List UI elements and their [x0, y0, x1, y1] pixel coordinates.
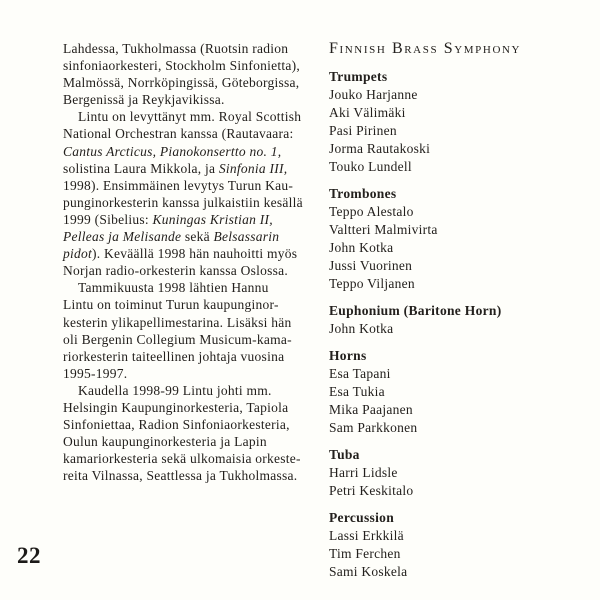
member-name: Jussi Vuorinen — [329, 258, 413, 273]
member-name: Esa Tukia — [329, 384, 385, 399]
member-name: Harri Lidsle — [329, 465, 398, 480]
member-name: Lassi Erkkilä — [329, 528, 404, 543]
bio-text: Bergenissä ja Reykjavikissa. — [63, 92, 225, 108]
roster-section — [329, 185, 579, 293]
bio-text-italic: Cantus Arcticus, Pianokonsertto no. 1, — [63, 143, 282, 159]
bio-text: Oulun kaupunginorkesteria ja Lapin — [63, 434, 267, 450]
bio-text: National Orchestran kanssa (Rautavaara: — [63, 126, 294, 142]
bio-text: punginorkesterin kanssa julkaistiin kesällä — [63, 194, 303, 210]
bio-line — [63, 262, 325, 279]
member-name: Petri Keskitalo — [329, 483, 414, 498]
bio-text: riorkesterin taiteellinen johtaja vuosina — [63, 348, 285, 364]
bio-text: solistina Laura Mikkola, ja — [63, 160, 219, 176]
bio-text-italic: pidot — [63, 246, 93, 262]
member-name: Esa Tapani — [329, 366, 391, 381]
bio-text-italic: Sinfonia III, — [218, 160, 288, 176]
bio-text: Lintu on toiminut Turun kaupunginor- — [63, 297, 279, 313]
member-name: Teppo Alestalo — [329, 204, 414, 219]
bio-line — [63, 228, 325, 245]
bio-text: 1995-1997. — [63, 365, 128, 381]
member-name: Pasi Pirinen — [329, 123, 397, 138]
member-name: John Kotka — [329, 240, 394, 255]
bio-text: 1998). Ensimmäinen levytys Turun Kau- — [63, 177, 294, 193]
bio-line — [63, 143, 325, 160]
member-name: Touko Lundell — [329, 159, 412, 174]
bio-line — [63, 211, 325, 228]
bio-line — [63, 296, 325, 313]
roster-section — [329, 68, 579, 176]
bio-line — [63, 399, 325, 416]
bio-text: Malmössä, Norrköpingissä, Göteborgissa, — [63, 75, 300, 91]
biography-column — [63, 40, 325, 484]
member-name: Valtteri Malmivirta — [329, 222, 438, 237]
bio-line — [63, 314, 325, 331]
bio-line — [63, 245, 325, 262]
roster-column — [329, 40, 579, 581]
section-header: Tuba — [329, 447, 360, 462]
bio-line — [63, 279, 325, 296]
member-name: Jouko Harjanne — [329, 87, 418, 102]
member-name: John Kotka — [329, 321, 394, 336]
bio-text-italic: Pelleas ja Melisande — [63, 229, 182, 245]
member-name: Jorma Rautakoski — [329, 141, 431, 156]
section-header: Trumpets — [329, 69, 388, 84]
section-header: Percussion — [329, 510, 395, 525]
bio-line — [63, 194, 325, 211]
bio-line — [63, 433, 325, 450]
bio-line — [63, 74, 325, 91]
bio-line — [63, 40, 325, 57]
bio-line — [63, 108, 325, 125]
bio-line — [63, 331, 325, 348]
bio-text: Lintu on levyttänyt mm. Royal Scottish — [78, 109, 302, 125]
member-name: Sami Koskela — [329, 564, 408, 579]
bio-line — [63, 177, 325, 194]
roster-section — [329, 302, 579, 338]
bio-text-italic: Kuningas Kristian II, — [152, 211, 273, 227]
bio-text: ). Keväällä 1998 hän nauhoitti myös — [92, 246, 298, 262]
section-header: Euphonium (Baritone Horn) — [329, 303, 502, 318]
bio-line — [63, 125, 325, 142]
bio-line — [63, 450, 325, 467]
roster-section — [329, 446, 579, 500]
bio-line — [63, 365, 325, 382]
roster-title: Finnish Brass Symphony — [329, 40, 522, 57]
bio-text: kesterin ylikapellimestarina. Lisäksi hän — [63, 314, 292, 330]
bio-line — [63, 382, 325, 399]
roster-sections — [329, 68, 579, 581]
bio-text: Kaudella 1998-99 Lintu johti mm. — [78, 382, 272, 398]
page-number: 22 — [17, 543, 41, 568]
bio-text: Helsingin Kaupunginorkesteria, Tapiola — [63, 399, 289, 415]
bio-text: Tammikuusta 1998 lähtien Hannu — [78, 280, 269, 296]
bio-line — [63, 467, 325, 484]
bio-text: oli Bergenin Collegium Musicum-kama- — [63, 331, 292, 347]
section-header: Trombones — [329, 186, 397, 201]
bio-text: Lahdessa, Tukholmassa (Ruotsin radion — [63, 41, 289, 56]
bio-text: reita Vilnassa, Seattlessa ja Tukholmassa. — [63, 468, 298, 484]
bio-text: sekä — [181, 229, 214, 245]
bio-text: sinfoniaorkesteri, Stockholm Sinfonietta), — [63, 58, 300, 74]
section-header: Horns — [329, 348, 367, 363]
bio-line — [63, 348, 325, 365]
bio-text-italic: Belsassarin — [213, 229, 280, 245]
member-name: Mika Paajanen — [329, 402, 413, 417]
bio-text: kamariorkesteria sekä ulkomaisia orkeste- — [63, 451, 301, 467]
member-name: Tim Ferchen — [329, 546, 401, 561]
roster-section — [329, 509, 579, 581]
bio-text: 1999 (Sibelius: — [63, 211, 153, 227]
bio-line — [63, 91, 325, 108]
bio-line — [63, 57, 325, 74]
member-name: Sam Parkkonen — [329, 420, 418, 435]
bio-line — [63, 416, 325, 433]
roster-section — [329, 347, 579, 437]
member-name: Teppo Viljanen — [329, 276, 415, 291]
member-name: Aki Välimäki — [329, 105, 406, 120]
bio-text: Sinfoniettaa, Radion Sinfoniaorkesteria, — [63, 417, 290, 433]
bio-line — [63, 160, 325, 177]
bio-text: Norjan radio-orkesterin kanssa Oslossa. — [63, 263, 288, 279]
